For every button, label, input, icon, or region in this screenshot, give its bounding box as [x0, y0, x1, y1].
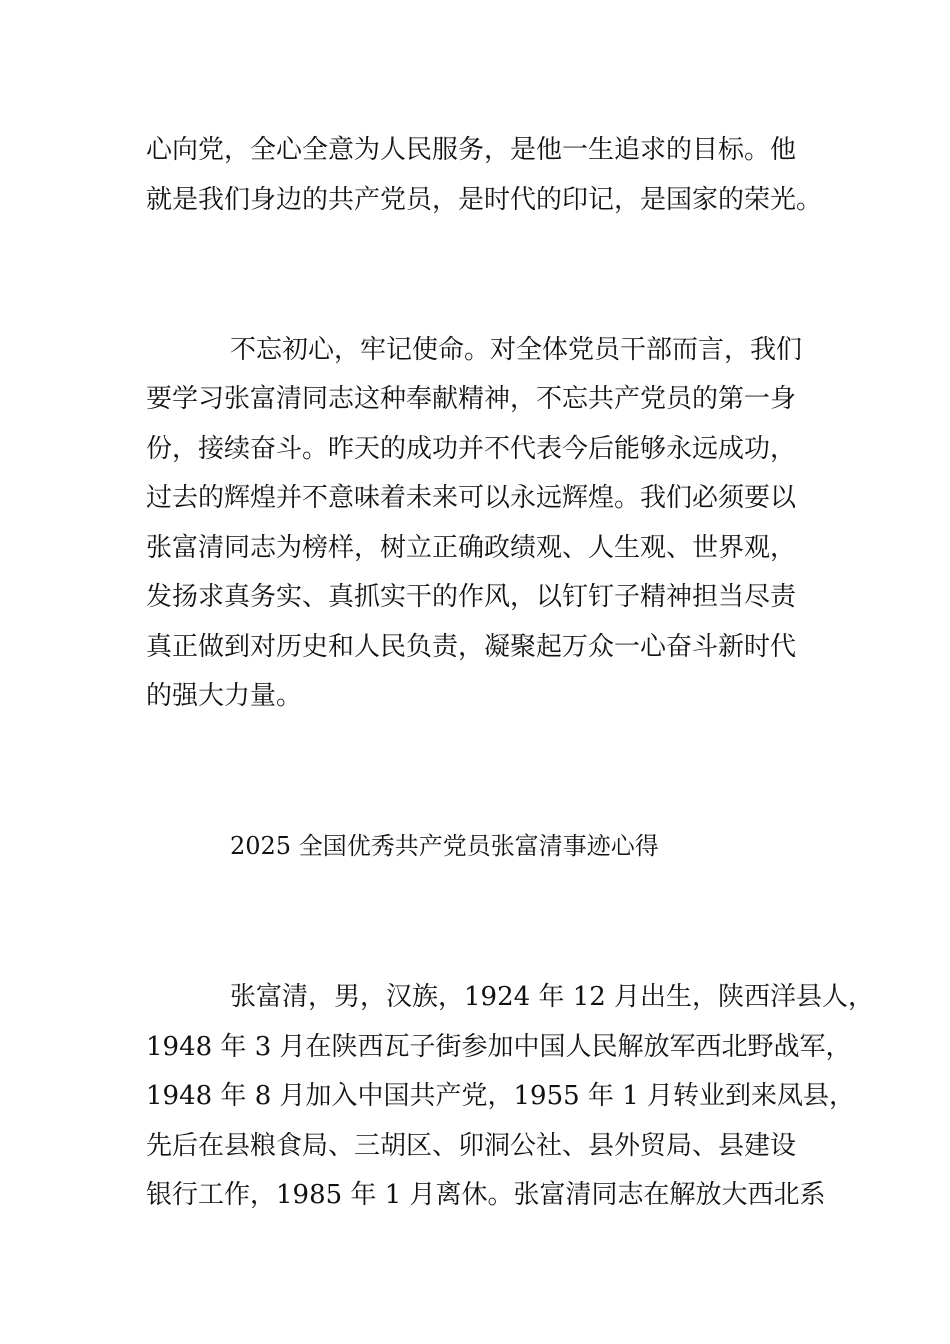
paragraph-line: 先后在县粮食局、三胡区、卯洞公社、县外贸局、县建设: [146, 1131, 797, 1161]
section-title: 2025 全国优秀共产党员张富清事迹心得: [230, 832, 659, 860]
paragraph-line: 张富清，男，汉族，1924 年 12 月出生，陕西洋县人，: [230, 982, 875, 1012]
paragraph-line: 1948 年 8 月加入中国共产党，1955 年 1 月转业到来凤县，: [146, 1081, 856, 1111]
paragraph-line: 张富清同志为榜样，树立正确政绩观、人生观、世界观，: [146, 533, 797, 563]
paragraph-line: 不忘初心，牢记使命。对全体党员干部而言，我们: [230, 335, 803, 365]
paragraph-line: 就是我们身边的共产党员，是时代的印记，是国家的荣光。: [146, 185, 823, 215]
paragraph-line: 银行工作，1985 年 1 月离休。张富清同志在解放大西北系: [146, 1180, 826, 1210]
paragraph-line: 的强大力量。: [146, 681, 303, 711]
paragraph-line: 真正做到对历史和人民负责，凝聚起万众一心奋斗新时代: [146, 632, 797, 662]
paragraph-line: 心向党，全心全意为人民服务，是他一生追求的目标。他: [146, 135, 797, 165]
paragraph-line: 过去的辉煌并不意味着未来可以永远辉煌。我们必须要以: [146, 483, 797, 513]
paragraph-line: 发扬求真务实、真抓实干的作风，以钉钉子精神担当尽责: [146, 582, 797, 612]
paragraph-line: 1948 年 3 月在陕西瓦子街参加中国人民解放军西北野战军，: [146, 1032, 852, 1062]
paragraph-line: 份，接续奋斗。昨天的成功并不代表今后能够永远成功，: [146, 434, 797, 464]
paragraph-line: 要学习张富清同志这种奉献精神，不忘共产党员的第一身: [146, 384, 797, 414]
